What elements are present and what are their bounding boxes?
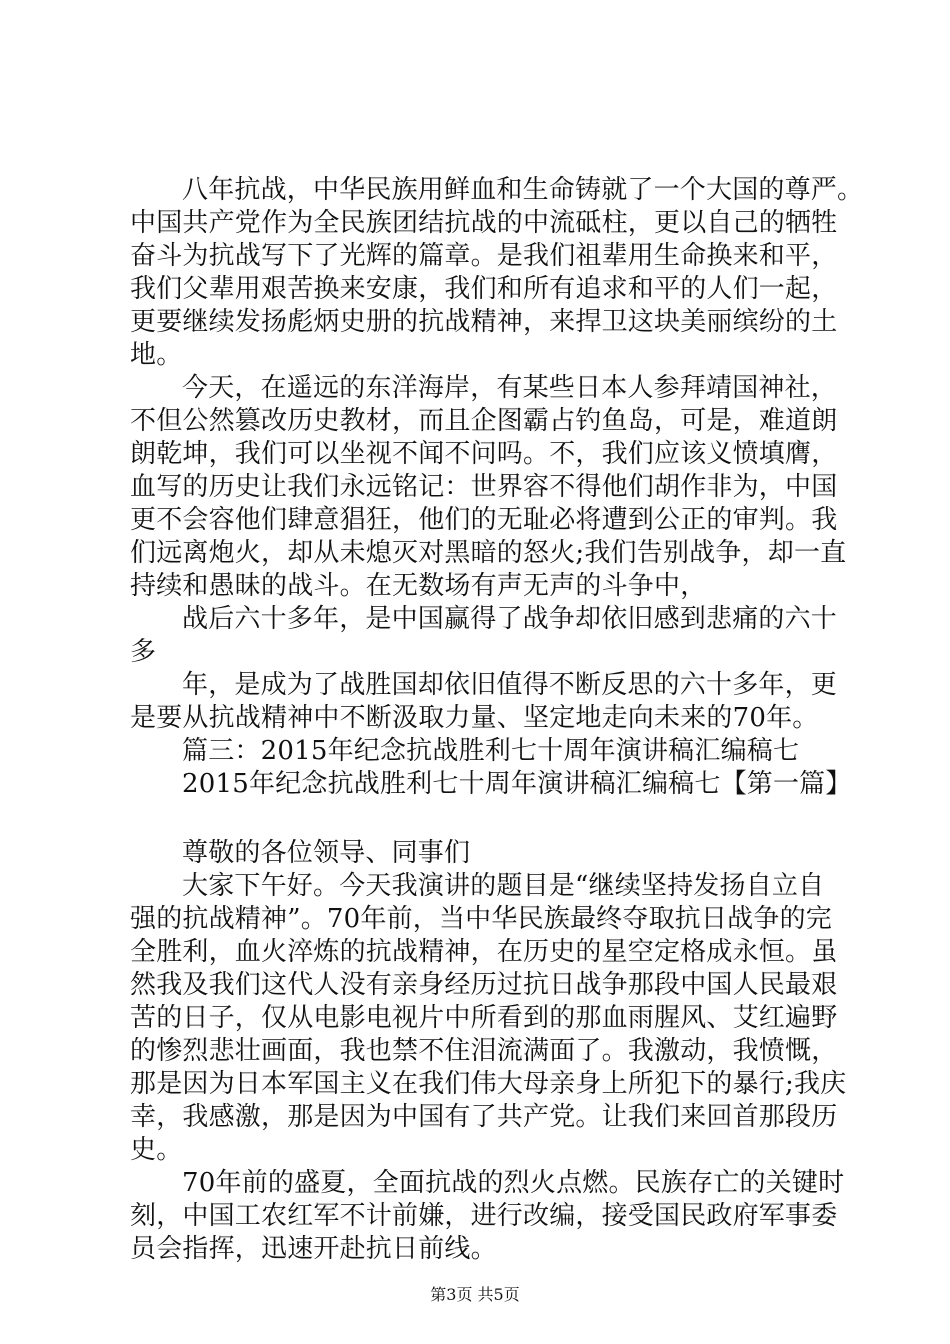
text-line: 那是因为日本军国主义在我们伟大母亲身上所犯下的暴行;我庆 [130, 1069, 847, 1099]
text-line: 刻，中国工农红军不计前嫌，进行改编，接受国民政府军事委 [130, 1201, 838, 1231]
text-line: 强的抗战精神”。70年前，当中华民族最终夺取抗日战争的完 [130, 904, 832, 934]
text-line: 朗乾坤，我们可以坐视不闻不问吗。不，我们应该义愤填膺， [130, 439, 838, 469]
text-line: 地。 [130, 340, 183, 370]
text-line: 更不会容他们肆意猖狂，他们的无耻必将遭到公正的审判。我 [130, 505, 838, 535]
text-line: 更要继续发扬彪炳史册的抗战精神，来捍卫这块美丽缤纷的土 [130, 307, 838, 337]
text-line: 年，是成为了战胜国却依旧值得不断反思的六十多年，更 [182, 670, 838, 700]
text-line: 然我及我们这代人没有亲身经历过抗日战争那段中国人民最艰 [130, 970, 838, 1000]
text-line: 的惨烈悲壮画面，我也禁不住泪流满面了。我激动，我愤慨， [130, 1036, 838, 1066]
section-subheading: 2015年纪念抗战胜利七十周年演讲稿汇编稿七【第一篇】 [182, 769, 852, 799]
text-line: 八年抗战，中华民族用鲜血和生命铸就了一个大国的尊严。 [182, 175, 864, 205]
text-line: 员会指挥，迅速开赴抗日前线。 [130, 1234, 497, 1264]
text-line: 大家下午好。今天我演讲的题目是“继续坚持发扬自立自 [182, 871, 825, 901]
text-line: 奋斗为抗战写下了光辉的篇章。是我们祖辈用生命换来和平， [130, 241, 838, 271]
text-line: 幸，我感激，那是因为中国有了共产党。让我们来回首那段历 [130, 1102, 838, 1132]
text-line: 70年前的盛夏，全面抗战的烈火点燃。民族存亡的关键时 [182, 1168, 845, 1198]
text-line: 史。 [130, 1135, 183, 1165]
section-heading: 篇三：2015年纪念抗战胜利七十周年演讲稿汇编稿七 [182, 736, 800, 766]
text-line: 持续和愚昧的战斗。在无数场有声无声的斗争中， [130, 571, 707, 601]
text-line: 战后六十多年，是中国赢得了战争却依旧感到悲痛的六十 [182, 604, 838, 634]
text-line: 血写的历史让我们永远铭记：世界容不得他们胡作非为，中国 [130, 472, 838, 502]
page-footer: 第3页 共5页 [430, 1285, 520, 1304]
text-line: 今天，在遥远的东洋海岸，有某些日本人参拜靖国神社， [182, 373, 838, 403]
text-line: 多 [130, 637, 157, 667]
text-line: 不但公然篡改历史教材，而且企图霸占钓鱼岛，可是，难道朗 [130, 406, 838, 436]
text-line: 我们父辈用艰苦换来安康，我们和所有追求和平的人们一起， [130, 274, 838, 304]
text-line: 们远离炮火，却从未熄灭对黑暗的怒火;我们告别战争，却一直 [130, 538, 847, 568]
text-line: 全胜利，血火淬炼的抗战精神，在历史的星空定格成永恒。虽 [130, 937, 838, 967]
text-line: 中国共产党作为全民族团结抗战的中流砥柱，更以自己的牺牲 [130, 208, 838, 238]
salutation: 尊敬的各位领导、同事们 [182, 838, 471, 868]
text-line: 是要从抗战精神中不断汲取力量、坚定地走向未来的70年。 [130, 703, 819, 733]
text-line: 苦的日子，仅从电影电视片中所看到的那血雨腥风、艾红遍野 [130, 1003, 838, 1033]
